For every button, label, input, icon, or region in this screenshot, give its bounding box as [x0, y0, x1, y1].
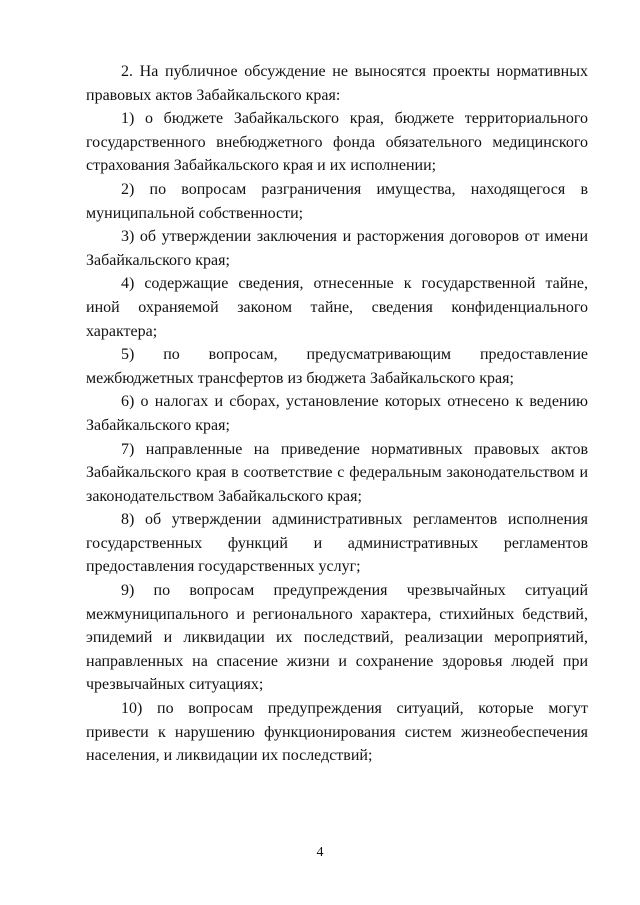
page-number: 4: [316, 845, 324, 860]
list-item-5: 5) по вопросам, предусматривающим предоставление межбюджетных трансфертов из бюджета Забайкальского края;: [86, 346, 588, 387]
list-item-8: 8) об утверждении административных регламентов исполнения государственных функций и административных регламентов предоставления государственных услуг;: [86, 511, 588, 576]
list-item-2: 2) по вопросам разграничения имущества, находящегося в муниципальной собственности;: [86, 180, 588, 222]
list-item-3: 3) об утверждении заключения и расторжения договоров от имени Забайкальского края;: [86, 228, 588, 269]
paragraph-intro: 2. На публичное обсуждение не выносятся проекты нормативных правовых актов Забайкальского края:: [86, 63, 588, 104]
list-item-4: 4) содержащие сведения, отнесенные к государственной тайне, иной охраняемой законом тайне, сведения конфиденциального характера;: [86, 275, 588, 340]
list-item-6: 6) о налогах и сборах, установление которых отнесено к ведению Забайкальского края;: [86, 393, 588, 434]
list-item-7: 7) направленные на приведение нормативных правовых актов Забайкальского края в соответствие с федеральным законодательством и законодательством Забайкальского края;: [86, 440, 588, 505]
list-item-9: 9) по вопросам предупреждения чрезвычайных ситуаций межмуниципального и регионального характера, стихийных бедствий, эпидемий и ликвидации их последствий, реализации мероприятий, направленных на спасение жизни и сохранение здоровья людей при чрезвычайных ситуациях;: [86, 582, 588, 694]
list-item-1: 1) о бюджете Забайкальского края, бюджете территориального государственного внебюджетного фонда обязательного медицинского страхования Забайкальского края и их исполнении;: [86, 110, 588, 175]
list-item-10: 10) по вопросам предупреждения ситуаций, которые могут привести к нарушению функционирования систем жизнеобеспечения населения, и ликвидации их последствий;: [86, 700, 588, 765]
document-body: [86, 60, 588, 768]
